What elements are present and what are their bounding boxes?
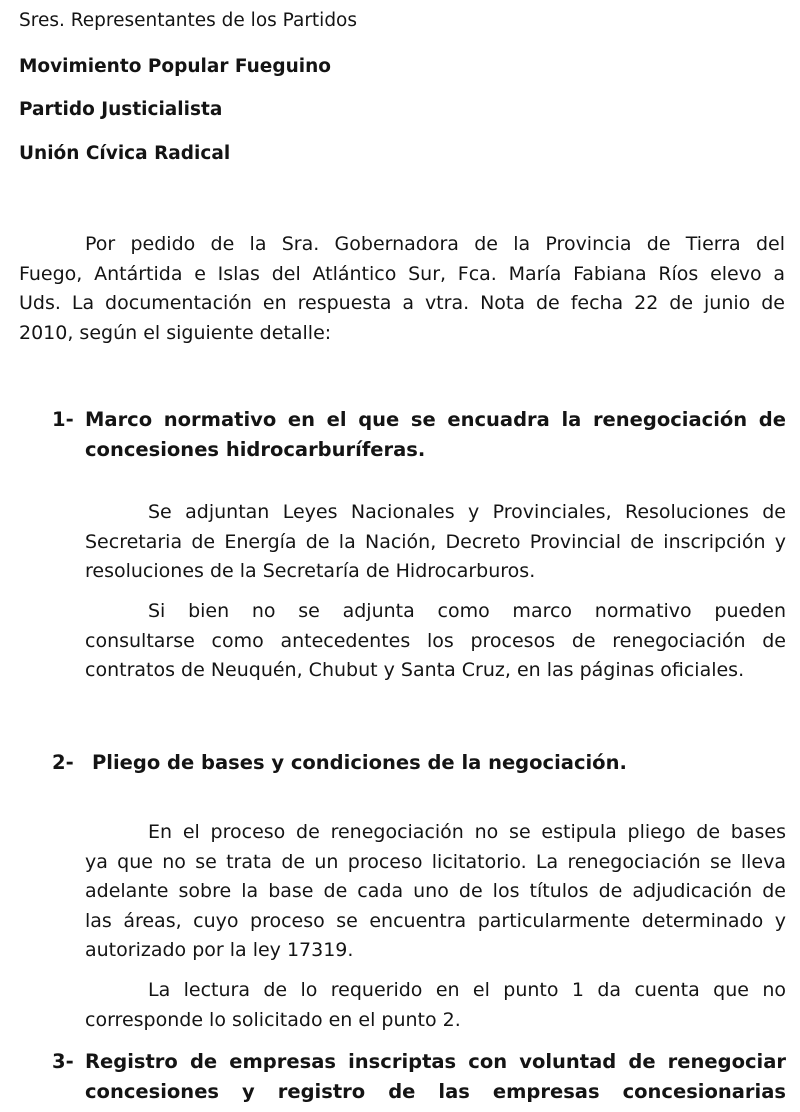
intro-line: Por pedido de la Sra. Gobernadora de la Provincia de Tierra del: [85, 233, 785, 255]
section-title-line: Registro de empresas inscriptas con voluntad de renegociar: [85, 1050, 786, 1073]
party-name-mpf: Movimiento Popular Fueguino: [19, 56, 331, 77]
party-name-pj: Partido Justicialista: [19, 99, 223, 120]
paragraph-line: adelante sobre la base de cada uno de los títulos de adjudicación de: [85, 880, 786, 902]
section-number: 2-: [52, 751, 74, 774]
intro-line: Fuego, Antártida e Islas del Atlántico Sur, Fca. María Fabiana Ríos elevo a: [19, 262, 785, 285]
paragraph-line: consultarse como antecedentes los procesos de renegociación de: [85, 629, 786, 652]
section-title-line: Marco normativo en el que se encuadra la renegociación de: [85, 408, 786, 431]
paragraph-line: Si bien no se adjunta como marco normativo pueden: [148, 600, 786, 622]
paragraph-line: las áreas, cuyo proceso se encuentra particularmente determinado y: [85, 909, 786, 932]
section-2-paragraph-1: [85, 818, 786, 966]
intro-line: Uds. La documentación en respuesta a vtra. Nota de fecha 22 de junio de: [19, 292, 785, 314]
section-number: 1-: [52, 408, 74, 431]
paragraph-line: La lectura de lo requerido en el punto 1 da cuenta que no: [148, 979, 786, 1001]
intro-line: 2010, según el siguiente detalle:: [19, 321, 332, 344]
section-title-line: concesiones hidrocarburíferas.: [85, 437, 426, 461]
party-name-ucr: Unión Cívica Radical: [19, 143, 231, 164]
section-1-paragraph-1: [85, 498, 786, 587]
paragraph-line: ya que no se trata de un proceso licitatorio. La renegociación se lleva: [85, 850, 786, 873]
paragraph-line: resoluciones de la Secretaría de Hidrocarburos.: [85, 560, 536, 582]
section-number: 3-: [52, 1050, 74, 1073]
addressee-heading: Sres. Representantes de los Partidos: [19, 10, 358, 31]
paragraph-line: contratos de Neuquén, Chubut y Santa Cruz, en las páginas oficiales.: [85, 659, 745, 681]
paragraph-line: Secretaria de Energía de la Nación, Decreto Provincial de inscripción y: [85, 530, 786, 553]
section-3-heading: [52, 1047, 786, 1106]
paragraph-line: autorizado por la ley 17319.: [85, 939, 354, 961]
section-1-heading: [52, 405, 786, 464]
section-title-line: Pliego de bases y condiciones de la negociación.: [92, 751, 627, 774]
paragraph-line: corresponde lo solicitado en el punto 2.: [85, 1008, 461, 1031]
paragraph-line: Se adjuntan Leyes Nacionales y Provinciales, Resoluciones de: [148, 501, 786, 523]
section-title-line: concesiones y registro de las empresas concesionarias: [85, 1079, 786, 1103]
intro-paragraph: [19, 230, 785, 348]
section-1-paragraph-2: [85, 597, 786, 686]
section-2-paragraph-2: [85, 976, 786, 1035]
section-2-heading: [52, 748, 786, 778]
paragraph-line: En el proceso de renegociación no se estipula pliego de bases: [148, 821, 786, 843]
